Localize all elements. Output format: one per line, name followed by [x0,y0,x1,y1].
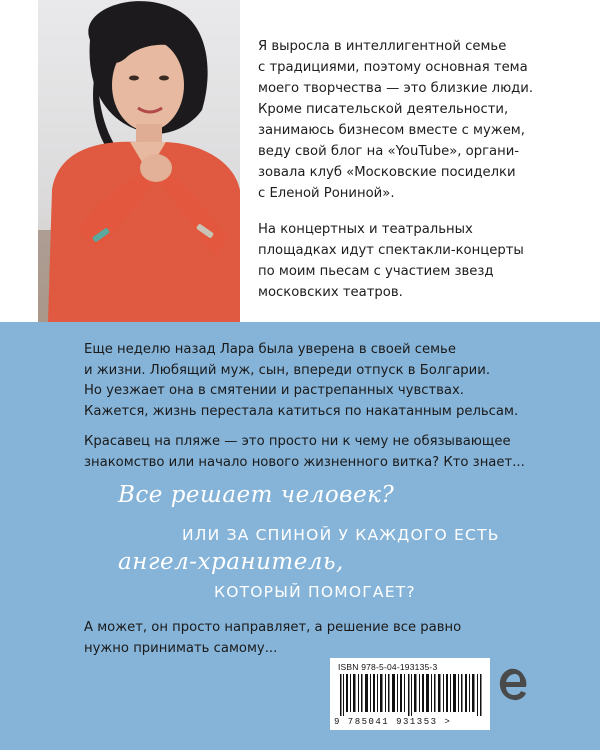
quote-line-1: Все решает человек? [118,482,395,508]
annotation-paragraph-1: Еще неделю назад Лара была уверена в своей семье и жизни. Любящий муж, сын, впереди отпуск в Болгарии. Но уезжает она в смятении и растрепанных чувствах. Кажется, жизнь перестала катиться по накатанным рельсам. [84,342,519,419]
annotation-paragraph-3: А может, он просто направляет, а решение все равно нужно принимать самому... [84,620,462,656]
quote-line-2: ИЛИ ЗА СПИНОЙ У КАЖДОГО ЕСТЬ [182,526,500,544]
publisher-logo-icon [497,666,529,704]
author-bio [258,36,574,318]
barcode-digits: 9 785041 931353 > [334,717,452,727]
author-photo-illustration [38,0,240,322]
barcode-icon [338,674,482,716]
top-section [0,0,600,322]
quote-line-3: ангел-хранитель, [118,549,344,575]
quote-line-4: КОТОРЫЙ ПОМОГАЕТ? [214,583,416,601]
author-photo [38,0,240,322]
barcode-block [330,658,490,730]
bio-paragraph-2: На концертных и театральных площадках идут спектакли-концерты по моим пьесам с участием звезд московских театров. [258,222,524,300]
annotation-paragraph-2: Красавец на пляже — это просто ни к чему не обязывающее знакомство или начало нового жизненного витка? Кто знает... [84,434,525,470]
bio-paragraph-1: Я выросла в интеллигентной семье с традициями, поэтому основная тема моего творчества — это близкие люди. Кроме писательской деятельности, занимаюсь бизнесом вместе с мужем, веду свой блог на «YouTube», органи- зовала клуб «Московские посиделки с Еленой Рониной». [258,39,534,201]
isbn-text: ISBN 978-5-04-193135-3 [338,662,438,672]
